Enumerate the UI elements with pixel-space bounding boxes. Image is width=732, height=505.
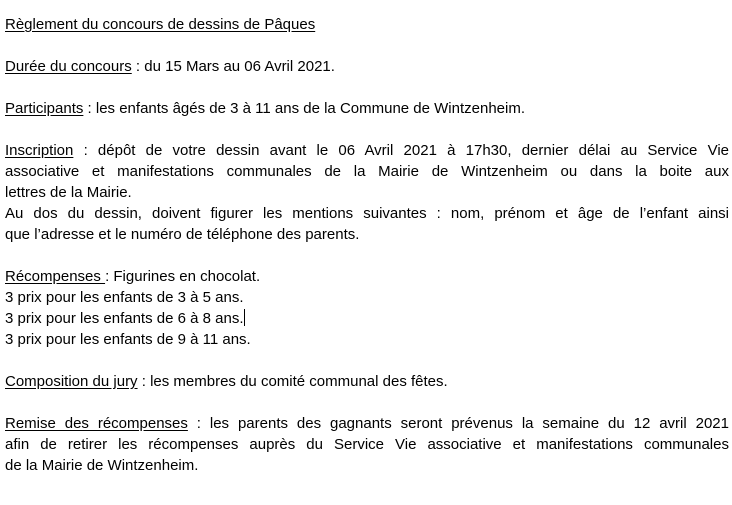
participants-label: Participants — [5, 100, 84, 117]
inscription-line-5 — [5, 224, 729, 245]
inscription-text-3: lettres de la Mairie. — [5, 184, 132, 201]
jury-paragraph — [5, 371, 729, 392]
blank-line — [5, 35, 729, 56]
inscription-label: Inscription — [5, 142, 74, 159]
duree-text: : du 15 Mars au 06 Avril 2021. — [131, 58, 335, 75]
inscription-text-4: Au dos du dessin, doivent figurer les mentions suivantes : nom, prénom et âge de l’enfant ainsi — [5, 205, 729, 222]
duree-label: Durée du concours — [5, 58, 132, 75]
remise-text-2: afin de retirer les récompenses auprès du Service Vie associative et manifestations communales — [5, 436, 729, 453]
document-title: Règlement du concours de dessins de Pâques — [5, 16, 316, 33]
document-body[interactable] — [5, 14, 729, 476]
recompenses-paragraph — [5, 266, 729, 287]
blank-line — [5, 119, 729, 140]
prize-line-3 — [5, 329, 729, 350]
blank-line — [5, 392, 729, 413]
prize-text-3: 3 prix pour les enfants de 9 à 11 ans. — [5, 331, 251, 348]
inscription-text-5: que l’adresse et le numéro de téléphone des parents. — [5, 226, 360, 243]
jury-text: : les membres du comité communal des fêtes. — [137, 373, 448, 390]
blank-line — [5, 245, 729, 266]
recompenses-text: : Figurines en chocolat. — [105, 268, 261, 285]
prize-line-1 — [5, 287, 729, 308]
remise-text-1: : les parents des gagnants seront prévenus la semaine du 12 avril 2021 — [187, 415, 729, 432]
remise-line-3 — [5, 455, 729, 476]
remise-line-1 — [5, 413, 729, 434]
document-title-line — [5, 14, 729, 35]
inscription-text-2: associative et manifestations communales de la Mairie de Wintzenheim ou dans la boite aux — [5, 163, 729, 180]
remise-text-3: de la Mairie de Wintzenheim. — [5, 457, 199, 474]
inscription-line-2 — [5, 161, 729, 182]
inscription-line-1 — [5, 140, 729, 161]
prize-line-2 — [5, 308, 729, 329]
prize-text-2: 3 prix pour les enfants de 6 à 8 ans. — [5, 310, 244, 327]
remise-line-2 — [5, 434, 729, 455]
blank-line — [5, 77, 729, 98]
duree-paragraph — [5, 56, 729, 77]
participants-text: : les enfants âgés de 3 à 11 ans de la Commune de Wintzenheim. — [83, 100, 526, 117]
inscription-line-4 — [5, 203, 729, 224]
text-cursor — [244, 309, 245, 326]
jury-label: Composition du jury — [5, 373, 138, 390]
prize-text-1: 3 prix pour les enfants de 3 à 5 ans. — [5, 289, 244, 306]
inscription-line-3 — [5, 182, 729, 203]
participants-paragraph — [5, 98, 729, 119]
blank-line — [5, 350, 729, 371]
inscription-text-1: : dépôt de votre dessin avant le 06 Avril 2021 à 17h30, dernier délai au Service Vie — [73, 142, 729, 159]
remise-label: Remise des récompenses — [5, 415, 188, 432]
recompenses-label: Récompenses — [5, 268, 106, 285]
